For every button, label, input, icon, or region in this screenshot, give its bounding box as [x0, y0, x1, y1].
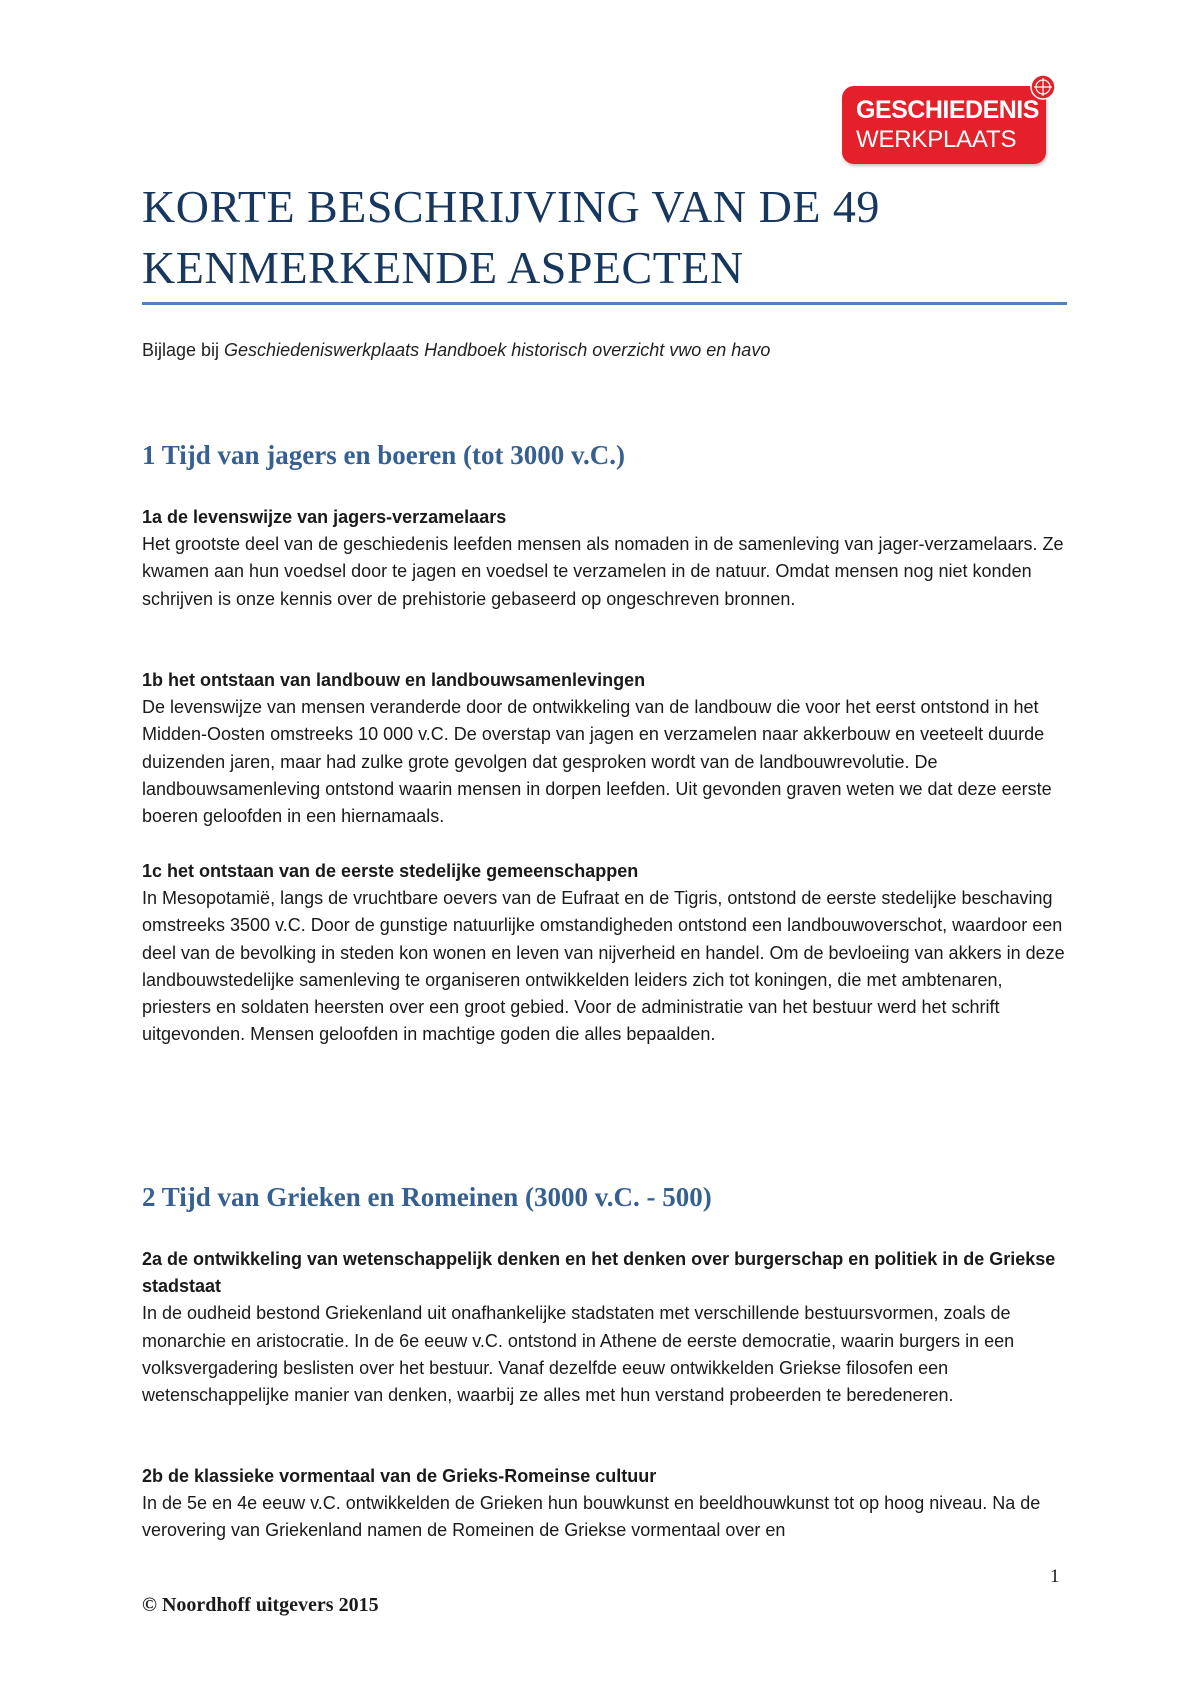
page-title: KORTE BESCHRIJVING VAN DE 49 KENMERKENDE ASPECTEN	[142, 181, 880, 293]
aspect-text: Het grootste deel van de geschiedenis leefden mensen als nomaden in de samenleving van jager-verzamelaars. Ze kwamen aan hun voedsel door te jagen en voedsel te verzamelen in de natuur. Omdat mensen nog niet konden schrijven is onze kennis over de prehistorie gebaseerd op ongeschreven bronnen.	[142, 534, 1064, 609]
aspect-title: 2a de ontwikkeling van wetenschappelijk denken en het denken over burgerschap en politiek in de Griekse stadstaat	[142, 1249, 1056, 1297]
subtitle	[142, 338, 770, 362]
aspect-block	[142, 1463, 1067, 1545]
section-heading: 1 Tijd van jagers en boeren (tot 3000 v.C.)	[142, 440, 625, 470]
aspect-text: In de 5e en 4e eeuw v.C. ontwikkelden de Grieken hun bouwkunst en beeldhouwkunst tot op hoog niveau. Na de verovering van Griekenland namen de Romeinen de Griekse vormentaal over en	[142, 1493, 1041, 1541]
aspect-block	[142, 1246, 1067, 1409]
aspect-title: 1a de levenswijze van jagers-verzamelaars	[142, 507, 507, 527]
copyright-footer: © Noordhoff uitgevers 2015	[142, 1594, 379, 1616]
aspect-block	[142, 667, 1067, 830]
aspect-block	[142, 858, 1067, 1048]
aspect-text: In de oudheid bestond Griekenland uit onafhankelijke stadstaten met verschillende bestuursvormen, zoals de monarchie en aristocratie. In de 6e eeuw v.C. ontstond in Athene de eerste democratie, waarin burgers in een volksvergadering beslisten over het bestuur. Vanaf dezelfde eeuw ontwikkelden Griekse filosofen een wetenschappelijke manier van denken, waarbij ze alles met hun verstand probeerden te beredeneren.	[142, 1303, 1015, 1406]
aspect-title: 2b de klassieke vormentaal van de Grieks-Romeinse cultuur	[142, 1466, 657, 1486]
page-number: 1	[1050, 1566, 1060, 1587]
logo-seal-icon	[1030, 74, 1056, 100]
aspect-text: In Mesopotamië, langs de vruchtbare oevers van de Eufraat en de Tigris, ontstond de eerste stedelijke beschaving omstreeks 3500 v.C. Door de gunstige natuurlijke omstandigheden ontstond een landbouwoverschot, waardoor een deel van de bevolking in steden kon wonen en leven van nijverheid en handel. Om de bevloeiing van akkers in deze landbouwstedelijke samenleving te organiseren ontwikkelden leiders zich tot koningen, die met ambtenaren, priesters en soldaten heersten over een groot gebied. Voor de administratie van het bestuur werd het schrift uitgevonden. Mensen geloofden in machtige goden die alles bepaalden.	[142, 888, 1065, 1045]
subtitle-book-title: Geschiedeniswerkplaats Handboek historisch overzicht vwo en havo	[224, 340, 771, 360]
aspect-text: De levenswijze van mensen veranderde door de ontwikkeling van de landbouw die voor het eerst ontstond in het Midden-Oosten omstreeks 10 000 v.C. De overstap van jagen en verzamelen naar akkerbouw en veeteelt duurde duizenden jaren, maar had zulke grote gevolgen dat gesproken wordt van de landbouwrevolutie. De landbouwsamenleving ontstond waarin mensen in dorpen leefden. Uit gevonden graven weten we dat deze eerste boeren geloofden in een hiernamaals.	[142, 697, 1052, 827]
aspect-title: 1b het ontstaan van landbouw en landbouwsamenlevingen	[142, 670, 646, 690]
title-divider	[142, 302, 1067, 305]
subtitle-prefix: Bijlage bij	[142, 340, 225, 360]
geschiedeniswerkplaats-logo	[842, 86, 1046, 164]
aspect-block	[142, 504, 1067, 613]
section-heading: 2 Tijd van Grieken en Romeinen (3000 v.C. - 500)	[142, 1182, 712, 1212]
aspect-title: 1c het ontstaan van de eerste stedelijke gemeenschappen	[142, 861, 639, 881]
logo-line-2: WERKPLAATS	[856, 126, 1017, 153]
logo-line-1: GESCHIEDENIS	[856, 96, 1039, 124]
